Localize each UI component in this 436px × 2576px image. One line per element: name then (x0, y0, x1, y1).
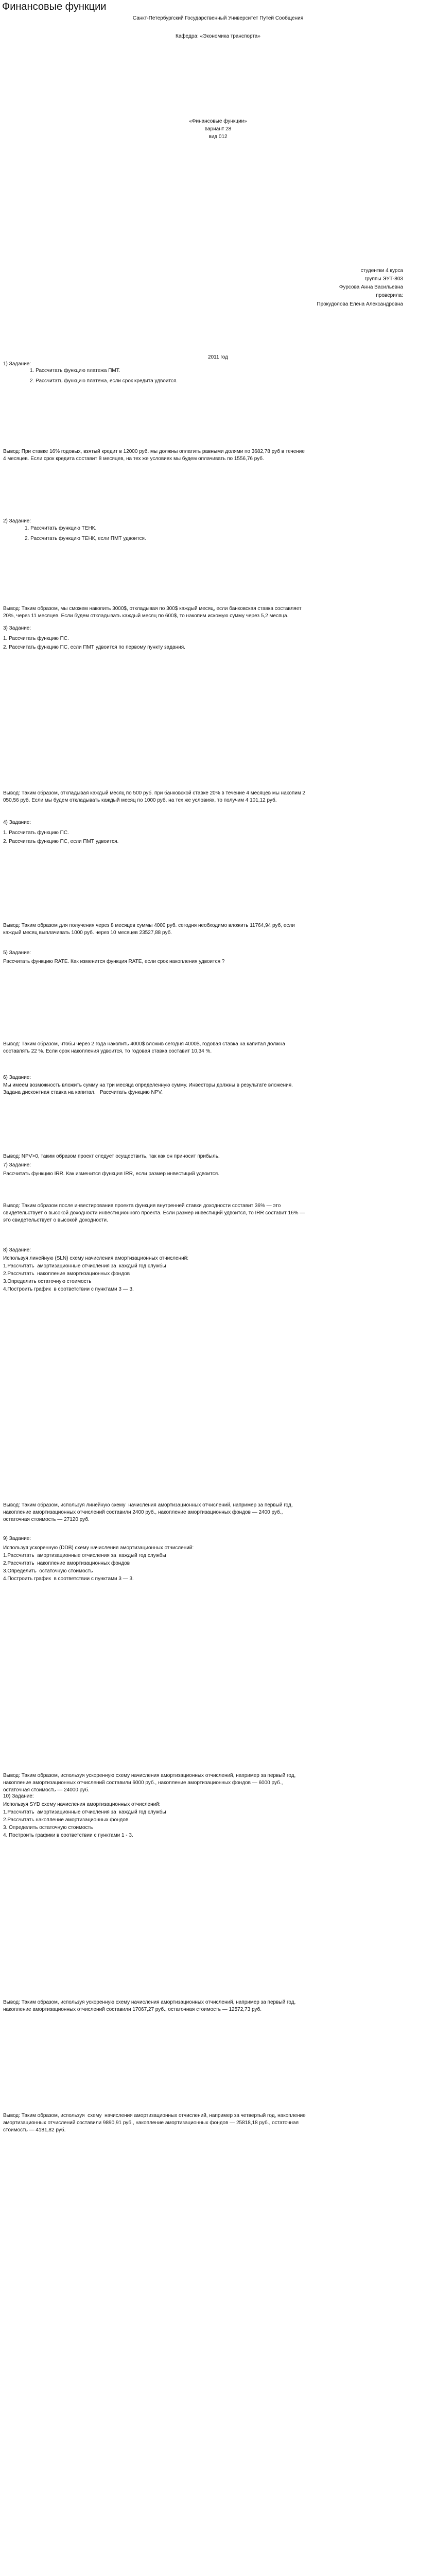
task-item: 1. Рассчитать функцию платежа ПМТ. (30, 368, 120, 374)
signature-line-2: группы ЭУТ-803 (364, 276, 403, 282)
task-label: 8) Задание: (3, 1247, 31, 1253)
task-item: Мы имеем возможность вложить сумму на три месяца определенную сумму. Инвесторы должны в результате вложения. Задана дисконтная ставка на капитал. Рассчитать функцию NPV. (3, 1082, 294, 1095)
variant: вариант 28 (204, 126, 232, 132)
conclusion: Вывод: Таким образом, откладывая каждый месяц по 500 руб. при банковской ставке 20% в течение 4 месяцев мы накопим 2 050,56 руб. Если мы будем откладывать каждый месяц по 1000 руб. на тех же условиях, то получим 4 101,12 руб. (3, 790, 307, 803)
task-item: 2.Рассчитать накопление амортизационных фондов (3, 1817, 129, 1823)
year: 2011 год (208, 354, 228, 360)
task-item: 1.Рассчитать амортизационные отчисления за каждый год службы (3, 1263, 166, 1269)
task-label: 2) Задание: (3, 518, 31, 524)
conclusion: Вывод: Таким образом, чтобы через 2 года накопить 4000$ вложив сегодня 4000$, годовая ставка на капитал должна составлять 22 %. Если срок накопления удвоится, то годовая ставка составит 10,34 %. (3, 1041, 287, 1054)
conclusion: Вывод: Таким образом для получения через 8 месяцев суммы 4000 руб. сегодня необходимо вложить 11764,94 руб, если каждый месяц выплачивать 1000 руб. через 10 месяцев 23527,88 руб. (3, 923, 297, 936)
department-name: Кафедра: «Экономика транспорта» (176, 33, 260, 39)
task-item: 3.Определить остаточную стоимость (3, 1568, 93, 1574)
task-item: 1. Рассчитать функцию ТЕНК. (25, 526, 97, 531)
signature-line-4: проверила: (376, 293, 403, 298)
task-label: 1) Задание: (3, 361, 31, 367)
task-label: 9) Задание: (3, 1536, 31, 1541)
conclusion: Вывод: Таким образом после инвестирования проекта функция внутренней ставки доходности составит 36% — это свидетельствует о высокой доходности инвестиционного проекта. Если размер инвестиций удвоится, то IRR составит 16% — это свидетельствует о высокой доходности. (3, 1203, 307, 1223)
conclusion: Вывод: Таким образом, используя ускоренную схему начисления амортизационных отчислений, например за первый год, накопление амортизационных отчислений составили 6000 руб., накопление амортизационных фондов — 6000 руб., остаточная стоимость — 24000 руб. (3, 1773, 298, 1793)
signature-line-3: Фурсова Анна Васильевна (339, 284, 403, 290)
task-item: 4. Построить графики в соответствии с пунктами 1 - 3. (3, 1833, 133, 1838)
conclusion: Вывод: Таким образом, мы сможем накопить 3000$, откладывая по 300$ каждый месяц, если банковская ставка составляет 20%, через 11 месяцев. Если будем откладывать каждый месяц по 600$, то накопим искомую сумму через 5,2 месяца. (3, 606, 303, 619)
university-name: Санкт-Петербургский Государственный Университет Путей Сообщения (132, 15, 304, 21)
conclusion: Вывод: Таким образом, используя ускоренную схему начисления амортизационных отчислений, например за первый год, накопление амортизационных отчислений составили 17067,27 руб., остаточная стоимость — 12572,73 руб. (3, 1999, 298, 2012)
conclusion: Вывод: Таким образом, используя схему начисления амортизационных отчислений, например за четвертый год, накопление амортизационных отчислений составили 9890,91 руб., накопление амортизационных фондов — 25818,18 руб., остаточная стоимость — 4181,82 руб. (3, 2113, 307, 2133)
task-item: 2. Рассчитать функцию ПС, если ПМТ удвоится по первому пункту задания. (3, 645, 185, 650)
task-item: Используя ускоренную (DDB) схему начисления амортизационных отчислений: (3, 1545, 194, 1551)
task-item: 2. Рассчитать функцию ТЕНК, если ПМТ удвоится. (25, 536, 146, 541)
task-item: 1. Рассчитать функцию ПС. (3, 636, 69, 641)
conclusion: Вывод: NPV>0, таким образом проект следует осуществить, так как он приносит прибыль. (3, 1154, 220, 1159)
signature-line-1: студентки 4 курса (360, 268, 403, 274)
task-label: 4) Задание: (3, 820, 31, 825)
task-label: 5) Задание: (3, 950, 31, 956)
task-item: 2.Рассчитать накопление амортизационных фондов (3, 1561, 130, 1566)
task-item: Рассчитать функцию IRR. Как изменится функция IRR, если размер инвестиций удвоится. (3, 1171, 219, 1177)
task-item: 3. Определить остаточную стоимость (3, 1825, 93, 1831)
code: вид 012 (208, 134, 228, 140)
task-label: 6) Задание: (3, 1075, 31, 1080)
task-item: 4.Построить график в соответствии с пунктами 3 — 3. (3, 1286, 134, 1292)
signature-line-5: Прокудолова Елена Александровна (317, 301, 403, 307)
task-item: Рассчитать функцию RATE. Как изменится функция RATE, если срок накопления удвоится ? (3, 959, 225, 964)
task-label: 3) Задание: (3, 625, 31, 631)
task-item: 1.Рассчитать амортизационные отчисления за каждый год службы (3, 1553, 166, 1558)
task-label: 10) Задание: (3, 1793, 34, 1799)
task-item: 2. Рассчитать функцию платежа, если срок кредита удвоится. (30, 378, 178, 384)
task-item: 1. Рассчитать функцию ПС. (3, 830, 69, 836)
work-title: «Финансовые функции» (189, 118, 247, 124)
page-title: Финансовые функции (2, 1, 107, 12)
task-label: 7) Задание: (3, 1162, 31, 1168)
task-item: 4.Построить график в соответствии с пунктами 3 — 3. (3, 1576, 134, 1582)
task-item: 2. Рассчитать функцию ПС, если ПМТ удвоится. (3, 839, 119, 844)
conclusion: Вывод: Таким образом, используя линейную схему начисления амортизационных отчислений, например за первый год, накопление амортизационных отчислений составили 2400 руб., накопление амортизационных фондов — 2400 руб., остаточная стоимость — 27120 руб. (3, 1502, 294, 1522)
task-item: 1.Рассчитать амортизационные отчисления за каждый год службы (3, 1809, 166, 1815)
task-item: Используя линейную (SLN) схему начисления амортизационных отчислений: (3, 1256, 189, 1261)
task-item: 3.Определить остаточную стоимость (3, 1279, 92, 1284)
task-item: 2.Рассчитать накопление амортизационных фондов (3, 1271, 130, 1277)
conclusion: Вывод: При ставке 16% годовых, взятый кредит в 12000 руб. мы должны оплатить равными долями по 3682,78 руб в течение 4 месяцев. Если срок кредита составит 8 месяцев, на тех же условиях мы будем оплачивать по 1556,76 руб. (3, 449, 306, 462)
task-item: Используя SYD схему начисления амортизационных отчислений: (3, 1802, 161, 1807)
